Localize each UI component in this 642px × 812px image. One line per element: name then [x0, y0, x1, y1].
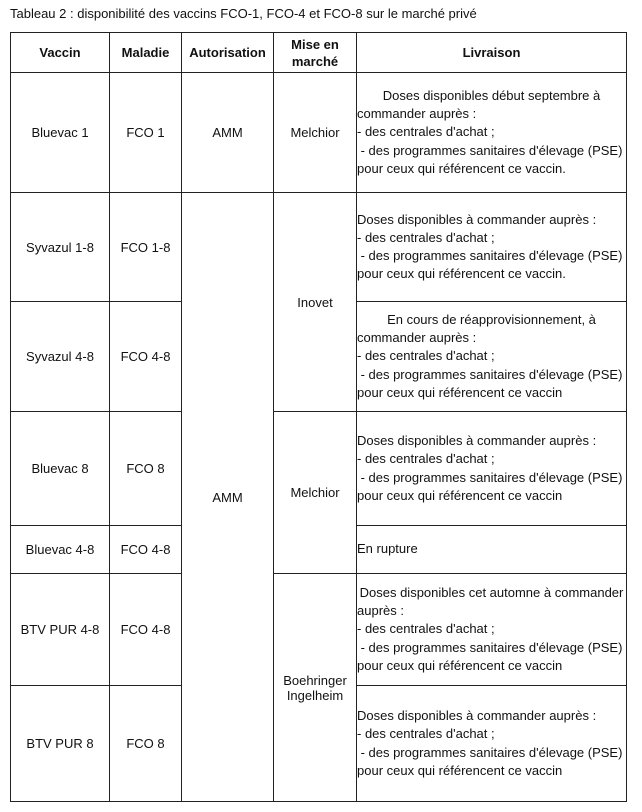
cell-maladie: FCO 1	[110, 73, 182, 193]
table-header-row	[11, 33, 627, 73]
header-livraison: Livraison	[357, 33, 627, 73]
livraison-line: En cours de réapprovisionnement, à commander auprès :	[357, 311, 596, 346]
livraison-line: - des programmes sanitaires d'élevage (PSE) pour ceux qui référencent ce vaccin	[357, 744, 623, 778]
header-autorisation: Autorisation	[182, 33, 274, 73]
table-row	[11, 193, 627, 302]
livraison-line: - des centrales d'achat ;	[357, 348, 495, 364]
cell-maladie: FCO 8	[110, 412, 182, 526]
cell-vaccin: BTV PUR 8	[11, 686, 110, 802]
cell-livraison	[357, 193, 627, 302]
cell-vaccin: Bluevac 4-8	[11, 526, 110, 574]
livraison-line: - des programmes sanitaires d'élevage (PSE) pour ceux qui référencent ce vaccin	[357, 469, 623, 503]
cell-vaccin: Bluevac 8	[11, 412, 110, 526]
livraison-line: - des programmes sanitaires d'élevage (PSE) pour ceux qui référencent ce vaccin.	[357, 142, 623, 176]
header-mise-en-marche	[274, 33, 357, 73]
cell-mise-en-marche	[274, 574, 357, 802]
livraison-line: - des centrales d'achat ;	[357, 229, 495, 245]
livraison-line: En rupture	[357, 541, 418, 557]
livraison-line: - des centrales d'achat ;	[357, 124, 495, 140]
table-row	[11, 412, 627, 526]
header-maladie: Maladie	[110, 33, 182, 73]
cell-vaccin: BTV PUR 4-8	[11, 574, 110, 686]
livraison-line: - des programmes sanitaires d'élevage (PSE) pour ceux qui référencent ce vaccin	[357, 366, 623, 400]
cell-autorisation: AMM	[182, 73, 274, 193]
header-mise-en-marche-line1: Mise en	[291, 36, 339, 52]
mise-en-marche-line1: Boehringer	[283, 672, 347, 688]
livraison-line: - des programmes sanitaires d'élevage (PSE) pour ceux qui référencent ce vaccin.	[357, 248, 623, 282]
cell-livraison	[357, 412, 627, 526]
livraison-line: - des centrales d'achat ;	[357, 726, 495, 742]
cell-vaccin: Syvazul 4-8	[11, 302, 110, 412]
cell-vaccin: Syvazul 1-8	[11, 193, 110, 302]
cell-autorisation: AMM	[182, 193, 274, 802]
header-vaccin: Vaccin	[11, 33, 110, 73]
livraison-line: Doses disponibles cet automne à commander auprès :	[357, 584, 624, 619]
cell-maladie: FCO 4-8	[110, 574, 182, 686]
cell-maladie: FCO 8	[110, 686, 182, 802]
cell-maladie: FCO 1-8	[110, 193, 182, 302]
table-row	[11, 574, 627, 686]
cell-maladie: FCO 4-8	[110, 526, 182, 574]
livraison-line: - des centrales d'achat ;	[357, 451, 495, 467]
cell-mise-en-marche: Melchior	[274, 73, 357, 193]
cell-livraison	[357, 526, 627, 574]
livraison-line: Doses disponibles à commander auprès :	[357, 433, 597, 449]
table-caption: Tableau 2 : disponibilité des vaccins FCO-1, FCO-4 et FCO-8 sur le marché privé	[10, 6, 477, 21]
cell-livraison	[357, 302, 627, 412]
livraison-line: Doses disponibles à commander auprès :	[357, 211, 597, 227]
cell-livraison	[357, 686, 627, 802]
livraison-line: Doses disponibles début septembre à commander auprès :	[357, 87, 601, 122]
cell-maladie: FCO 4-8	[110, 302, 182, 412]
cell-mise-en-marche: Melchior	[274, 412, 357, 574]
table-row	[11, 73, 627, 193]
vaccine-table	[10, 32, 627, 802]
livraison-line: Doses disponibles à commander auprès :	[357, 708, 597, 724]
livraison-line: - des centrales d'achat ;	[357, 621, 495, 637]
cell-livraison	[357, 574, 627, 686]
cell-vaccin: Bluevac 1	[11, 73, 110, 193]
header-mise-en-marche-line2: marché	[291, 53, 339, 69]
cell-mise-en-marche: Inovet	[274, 193, 357, 412]
mise-en-marche-line2: Ingelheim	[286, 687, 344, 703]
livraison-line: - des programmes sanitaires d'élevage (PSE) pour ceux qui référencent ce vaccin	[357, 639, 623, 673]
cell-livraison	[357, 73, 627, 193]
